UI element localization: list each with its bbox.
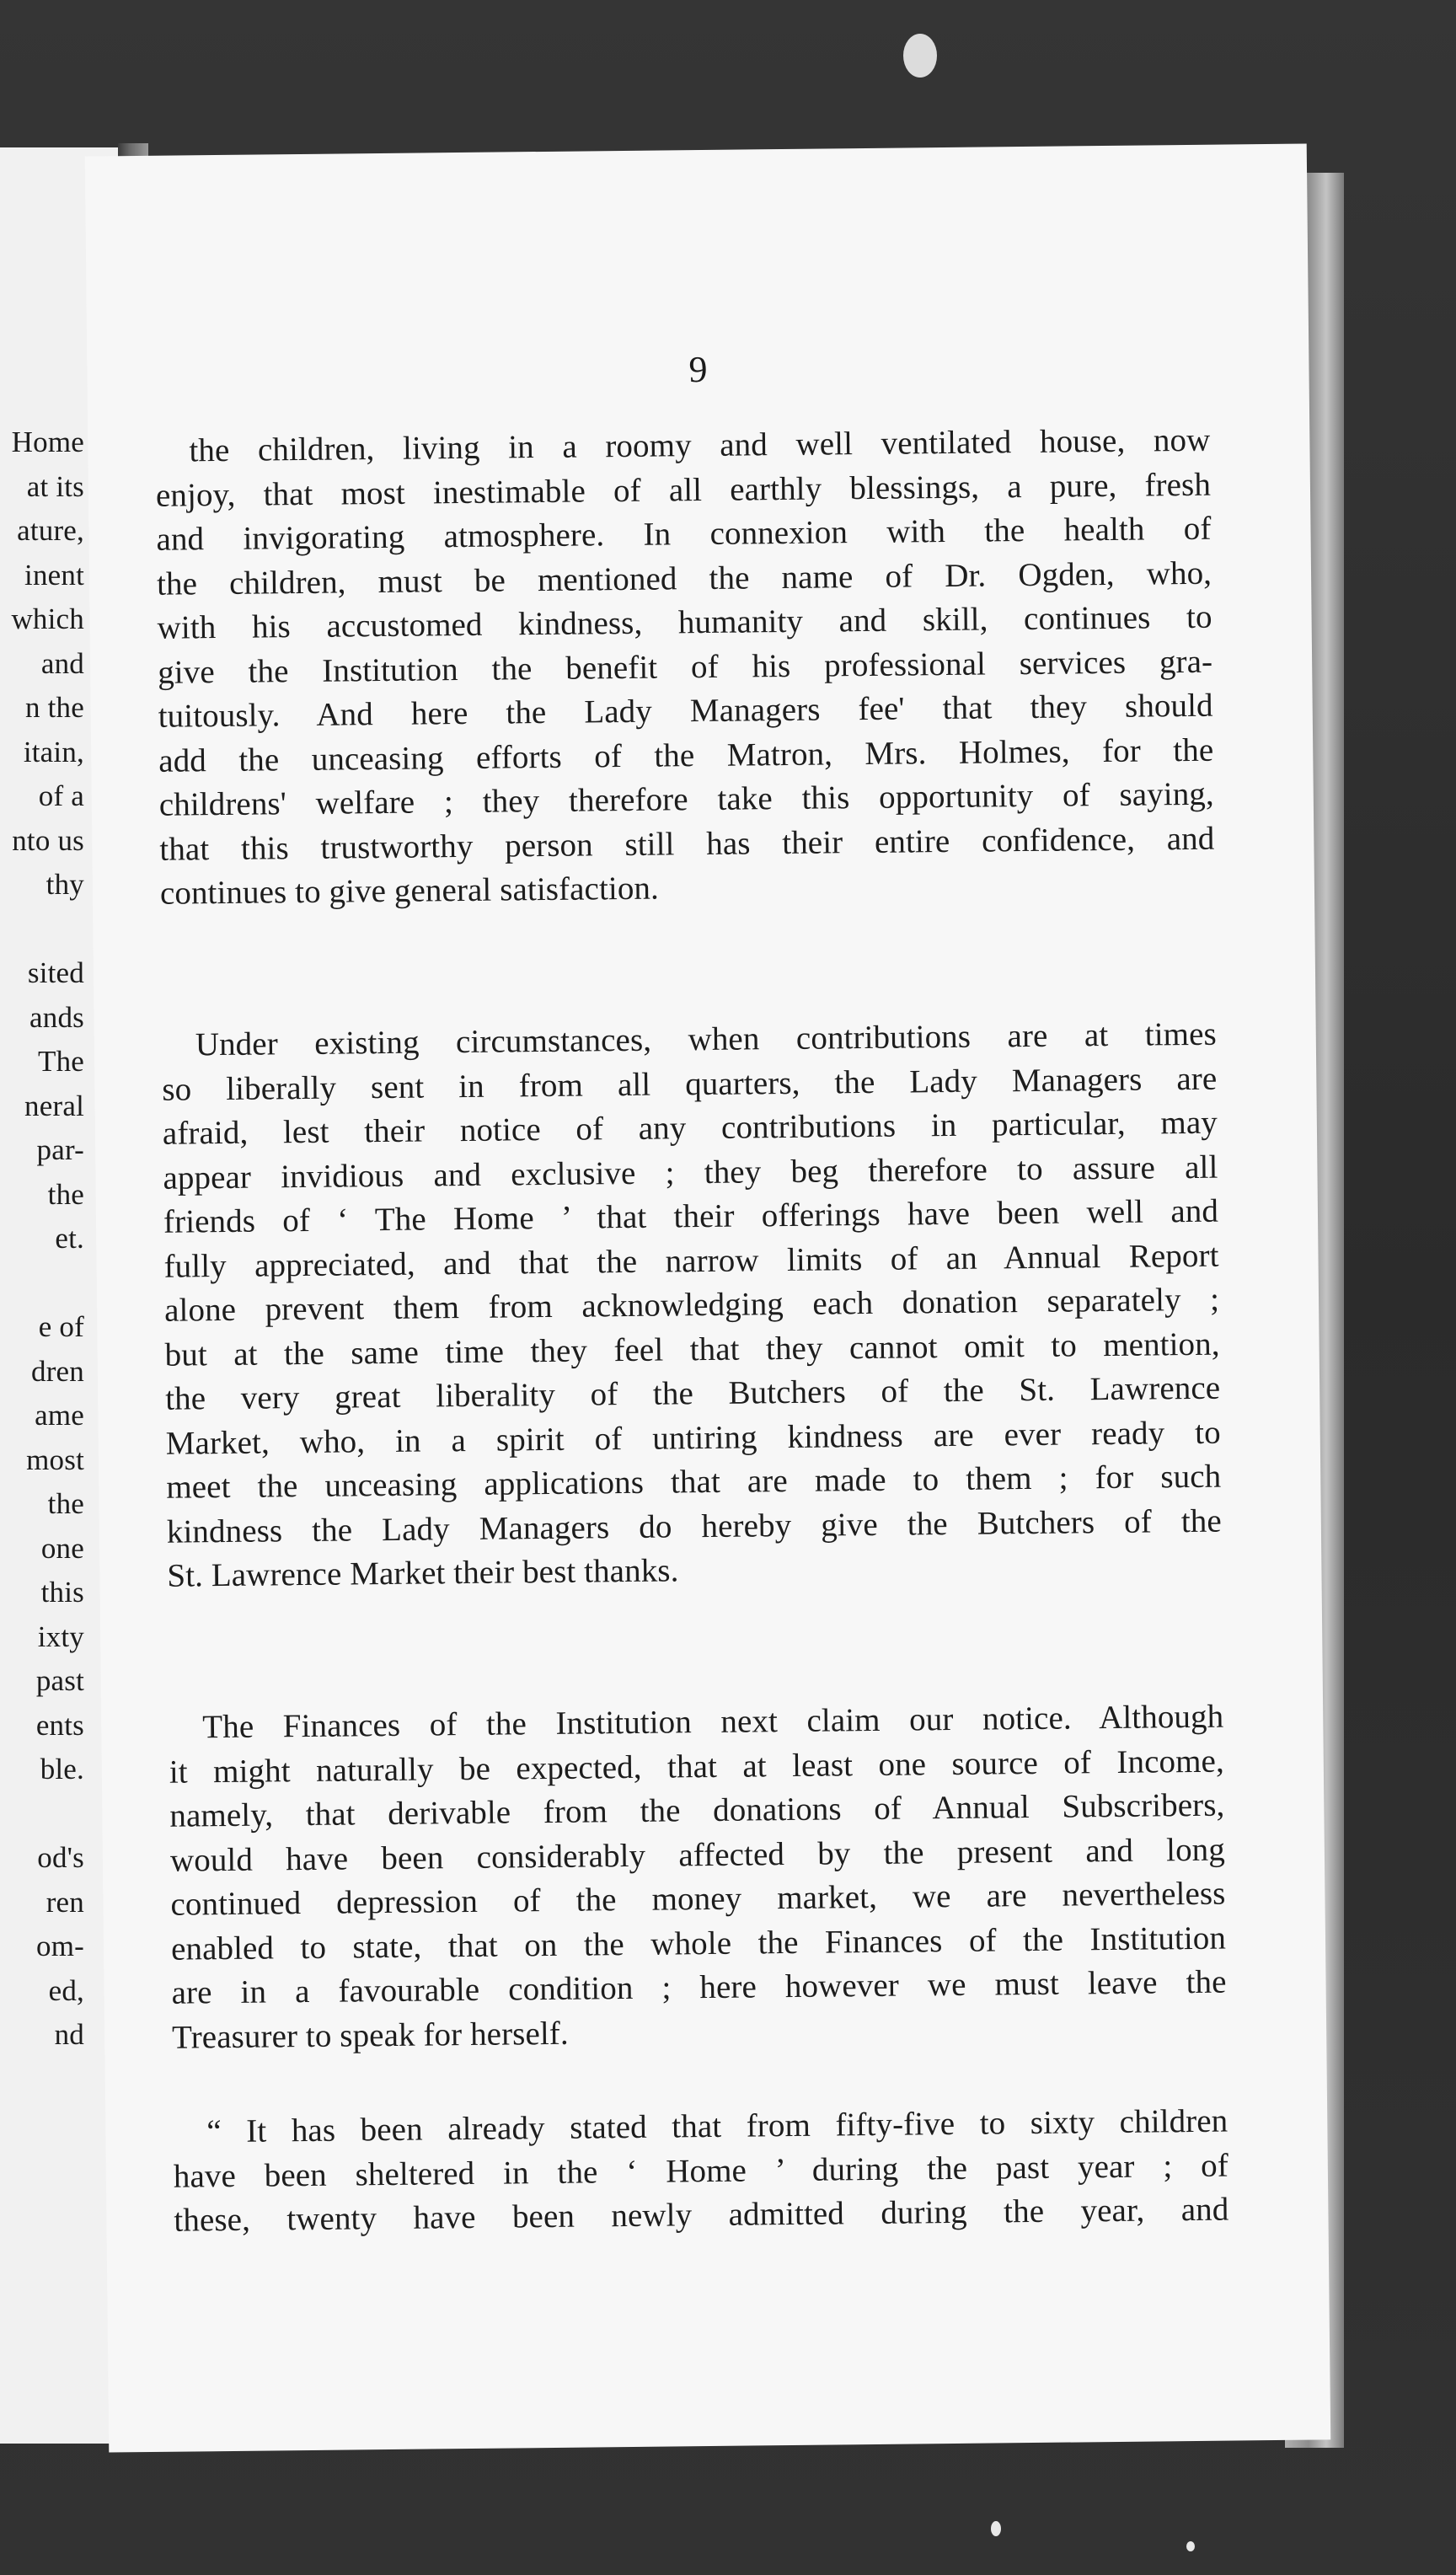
text-line: continued depression of the money market, we are nevertheless [170, 1875, 1226, 1923]
text-line: with his accustomed kindness, humanity and skill, continues to [157, 598, 1212, 646]
left-page-line-fragment: most [26, 1443, 84, 1476]
text-line: meet the unceasing applications that are made to them ; for such [166, 1458, 1222, 1506]
left-page-line-fragment: par- [36, 1133, 84, 1166]
text-line: alone prevent them from acknowledging each donation separately ; [163, 1281, 1220, 1329]
left-page-line-fragment: the [47, 1177, 84, 1211]
text-line: Treasurer to speak for herself. [171, 2015, 569, 2056]
text-line: enjoy, that most inestimable of all earthly blessings, a pure, fresh [155, 466, 1212, 514]
left-page-line-fragment: the [47, 1487, 84, 1520]
left-page-line-fragment: at its [26, 469, 84, 503]
text-line: kindness the Lady Managers do hereby give the Butchers of the [166, 1502, 1223, 1550]
text-line: “ It has been already stated that from fifty-five to sixty children [206, 2102, 1228, 2150]
text-line: afraid, lest their notice of any contributions in particular, may [162, 1104, 1218, 1152]
left-page-line-fragment: thy [46, 868, 84, 901]
left-page-line-fragment: ixty [37, 1619, 84, 1653]
left-page-line-fragment: itain, [23, 735, 84, 768]
text-line: so liberally sent in from all quarters, the Lady Managers are [162, 1060, 1218, 1108]
left-page-line-fragment: ands [29, 1000, 84, 1034]
text-line: The Finances of the Institution next claim our notice. Although [202, 1698, 1224, 1746]
right-page [85, 143, 1330, 2452]
left-page-line-fragment: Home [11, 426, 84, 458]
text-line: these, twenty have been newly admitted during the year, and [174, 2191, 1229, 2239]
text-line: St. Lawrence Market their best thanks. [167, 1552, 679, 1594]
left-page-line-fragment: past [35, 1664, 84, 1697]
text-line: the children, must be mentioned the name of Dr. Ogden, who, [156, 554, 1212, 602]
left-page-line-fragment: of a [38, 779, 84, 812]
left-page-line-fragment: n the [24, 691, 84, 724]
left-page-line-fragment: nto us [12, 823, 84, 857]
text-line: Under existing circumstances, when contributions are at times [195, 1015, 1217, 1063]
left-page-line-fragment: inent [24, 558, 84, 592]
left-page-line-fragment: one [40, 1531, 84, 1565]
left-page-line-fragment: ents [35, 1708, 84, 1742]
text-line: continues to give general satisfaction. [159, 870, 660, 912]
text-line: and invigorating atmosphere. In connexion with the health of [156, 510, 1212, 558]
film-dust-speck [1186, 2541, 1195, 2551]
text-line: friends of ‘ The Home ’ that their offerings have been well and [163, 1192, 1219, 1240]
left-page-line-fragment: and [40, 646, 84, 680]
left-page-line-fragment: ren [46, 1885, 84, 1919]
left-page-line-fragment: The [37, 1045, 84, 1078]
text-line: it might naturally be expected, that at least one source of Income, [169, 1743, 1225, 1791]
text-line: but at the same time they feel that they cannot omit to mention, [164, 1325, 1220, 1373]
paragraph-finances [169, 1695, 1227, 2056]
paragraph-treasurer-report [173, 2100, 1229, 2239]
paragraph-health-and-matron [155, 419, 1215, 912]
film-dust-speck [991, 2521, 1001, 2536]
left-page-line-fragment: od's [37, 1841, 84, 1874]
left-page-line-fragment: om- [36, 1930, 84, 1962]
page-number: 9 [688, 348, 708, 391]
left-page-line-fragment: e of [38, 1310, 84, 1343]
left-page-line-fragment: this [40, 1576, 84, 1609]
left-page-line-fragment: ame [35, 1399, 84, 1432]
left-page-line-fragment: dren [31, 1354, 84, 1388]
text-line: the children, living in a roomy and well ventilated house, now [189, 421, 1211, 469]
text-line: the very great liberality of the Butchers of the St. Lawrence [164, 1369, 1221, 1417]
text-line: have been sheltered in the ‘ Home ’ during the past year ; of [173, 2147, 1229, 2195]
text-line: are in a favourable condition ; here however we must leave the [171, 1963, 1227, 2011]
left-page-line-fragment: ble. [40, 1753, 84, 1785]
left-page-line-fragment: ed, [48, 1973, 84, 2007]
left-page-line-fragment: et. [55, 1222, 84, 1255]
left-page-line-fragment: sited [27, 956, 84, 989]
text-line: add the unceasing efforts of the Matron, Mrs. Holmes, for the [158, 731, 1214, 779]
text-line: namely, that derivable from the donations of Annual Subscribers, [169, 1786, 1225, 1834]
paragraph-contributions-butchers [162, 1013, 1223, 1594]
left-page-line-fragment: neral [24, 1089, 84, 1122]
text-line: childrens' welfare ; they therefore take this opportunity of saying, [158, 775, 1214, 823]
text-line: that this trustworthy person still has their entire confidence, and [159, 820, 1215, 868]
left-page-line-fragment: nd [54, 2018, 84, 2051]
text-line: appear invidious and exclusive ; they beg therefore to assure all [163, 1148, 1218, 1196]
film-dust-speck [903, 34, 937, 78]
text-line: would have been considerably affected by the present and long [169, 1831, 1226, 1879]
text-line: tuitously. And here the Lady Managers fee' that they should [158, 687, 1213, 735]
left-page-line-fragment: which [11, 602, 84, 635]
left-page-line-fragment: ature, [17, 514, 84, 547]
text-line: give the Institution the benefit of his professional services gra- [157, 643, 1213, 691]
text-line: enabled to state, that on the whole the Finances of the Institution [170, 1919, 1227, 1967]
text-line: fully appreciated, and that the narrow limits of an Annual Report [163, 1237, 1219, 1285]
text-line: Market, who, in a spirit of untiring kindness are ever ready to [165, 1414, 1221, 1462]
